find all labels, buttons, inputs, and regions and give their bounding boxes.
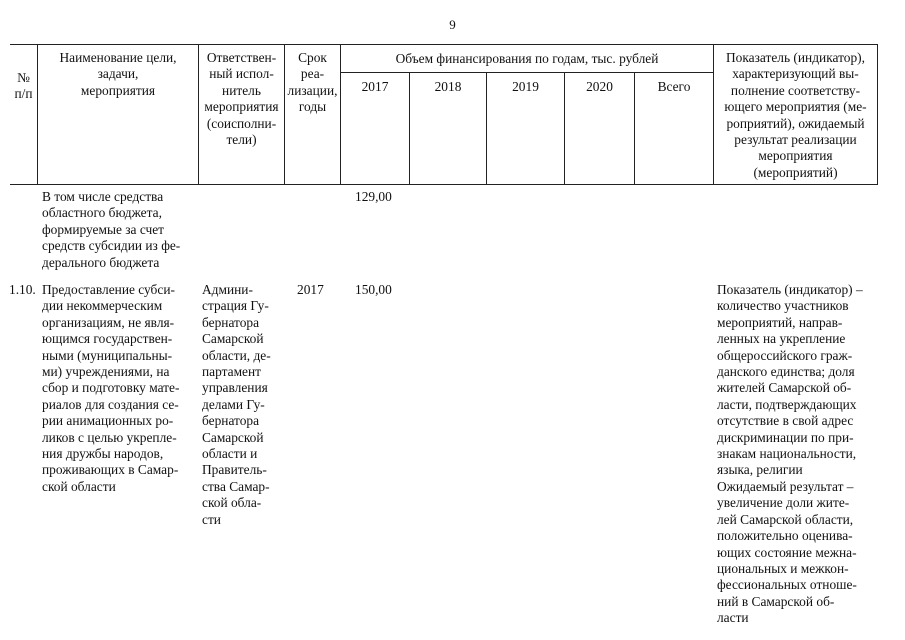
table-right-border <box>877 44 878 185</box>
row-term: 2017 <box>297 282 324 297</box>
header-term: Срок реа- лизации, годы <box>287 50 338 115</box>
row-number: 1.10. <box>9 282 36 297</box>
header-indicator: Показатель (индикатор), характеризующий вы- полнение соответству- ющего мероприятия (ме- роприятий), ожидаемый результат реализации мероприятия (мероприятий) <box>724 50 867 180</box>
header-year-2019: 2019 <box>512 79 539 94</box>
year-header-divider <box>340 72 713 73</box>
row-name: В том числе средства областного бюджета, формируемые за счет средств субсидии из фе- дерального бюджета <box>42 189 181 270</box>
header-year-2017: 2017 <box>361 79 389 94</box>
header-year-2018: 2018 <box>434 79 462 94</box>
header-name: Наименование цели, задачи, мероприятия <box>59 50 177 98</box>
header-responsible: Ответствен- ный испол- нитель мероприятия (соисполни- тели) <box>204 50 279 148</box>
header-year-2020: 2020 <box>586 79 613 94</box>
row-responsible: Админи- страция Гу- бернатора Самарской области, де- партамент управления делами Гу- бернатора Самарской области и Правитель- ства Самар- ской обла- сти <box>202 282 271 527</box>
header-finance: Объем финансирования по годам, тыс. рублей <box>395 51 659 66</box>
page-number: 9 <box>449 17 456 32</box>
table-top-border <box>10 44 878 45</box>
row-indicator: Показатель (индикатор) – количество участников мероприятий, направ- ленных на укрепление общероссийского граж- данского единства; доля жителей Самарской об- ласти, подтверждающих отсутствие в свой адрес дискриминации по при- знакам национальности, языка, религии Ожидаемый результат – увеличение доли жите- лей Самарской области, положительно оценива- ющих состояние межна- циональных и межкон- фессиональных отноше- ний в Самарской об- ласти <box>717 282 863 626</box>
row-value-2017: 150,00 <box>355 282 392 297</box>
row-value-2017: 129,00 <box>355 189 392 204</box>
header-num: № п/п <box>14 70 33 102</box>
row-name: Предоставление субси- дии некоммерческим организациям, не явля- ющимся государствен- ными (муниципальны- ми) учреждениями, на сбор и подготовку мате- риалов для создания се- рии анимационных ро- ликов с целью укрепле- ния дружбы народов, проживающих в Самар- ской области <box>42 282 180 494</box>
header-bottom-border <box>10 184 878 185</box>
header-total: Всего <box>657 79 691 94</box>
